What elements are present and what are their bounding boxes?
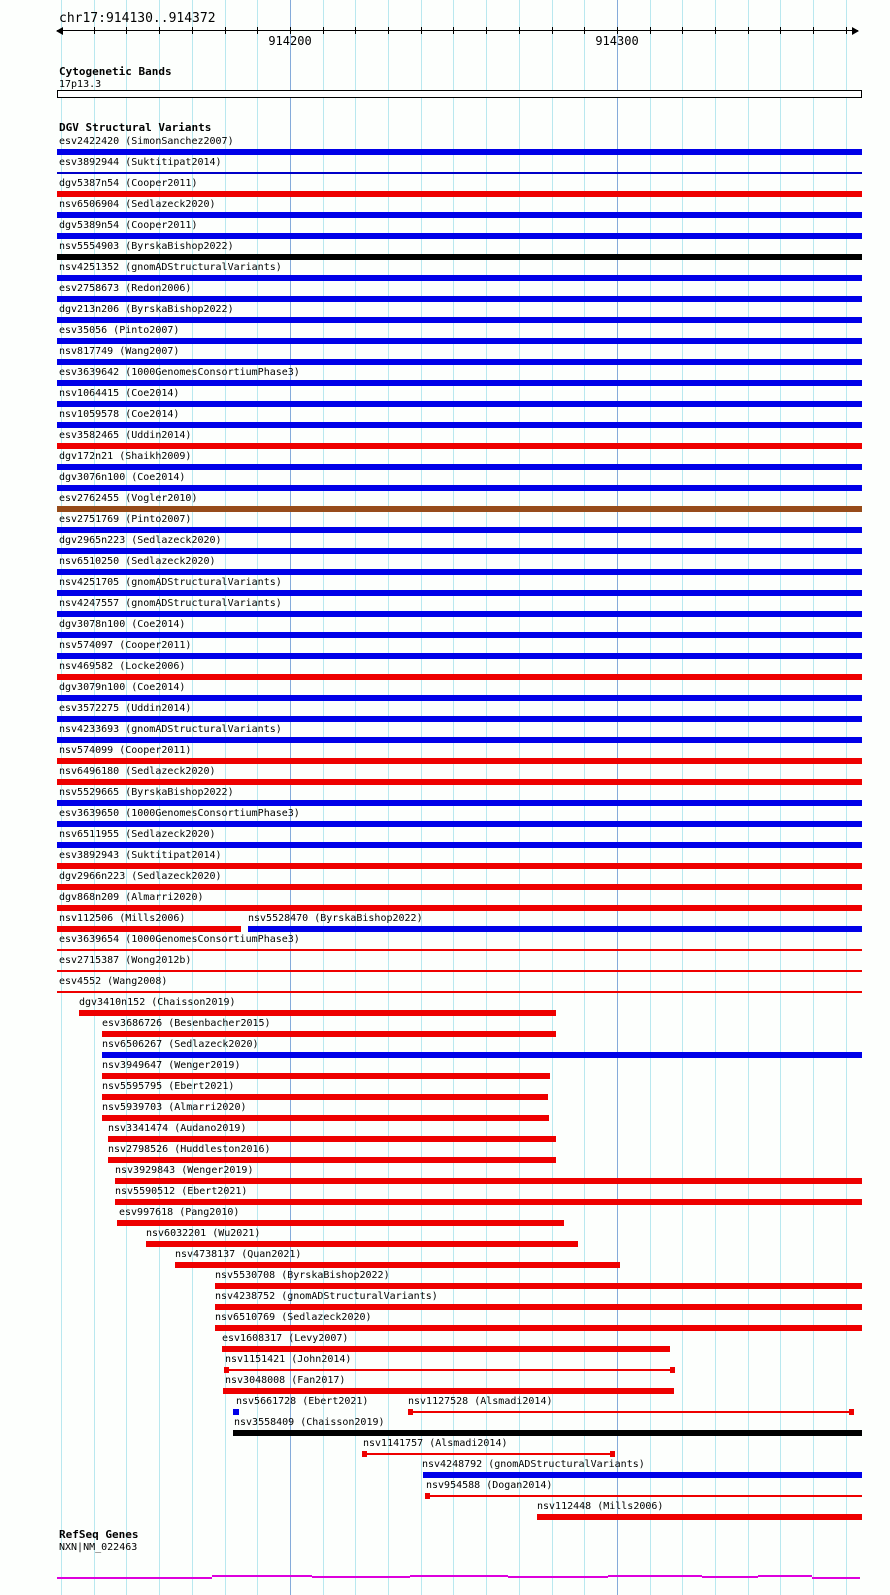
variant-label[interactable]: dgv3410n152 (Chaisson2019) <box>79 997 236 1008</box>
grid-line <box>682 0 683 1595</box>
variant-label[interactable]: esv3892943 (Suktitipat2014) <box>59 850 222 861</box>
variant-label[interactable]: nsv574097 (Cooper2011) <box>59 640 192 651</box>
variant-bar[interactable] <box>537 1514 862 1520</box>
variant-bar[interactable] <box>57 149 862 155</box>
variant-label[interactable]: nsv1151421 (John2014) <box>225 1354 352 1365</box>
variant-bar[interactable] <box>102 1094 548 1100</box>
variant-label[interactable]: nsv3558409 (Chaisson2019) <box>234 1417 385 1428</box>
variant-label[interactable]: nsv5530708 (ByrskaBishop2022) <box>215 1270 390 1281</box>
ruler-tick <box>486 27 487 34</box>
variant-bar[interactable] <box>57 905 862 911</box>
variant-bar[interactable] <box>215 1325 862 1331</box>
variant-bar[interactable] <box>223 1388 674 1394</box>
variant-label[interactable]: nsv6506267 (Sedlazeck2020) <box>102 1039 259 1050</box>
variant-bar[interactable] <box>57 254 862 260</box>
gene-line-segment <box>758 1575 812 1577</box>
cytoband-name-label: 17p13.3 <box>59 79 102 90</box>
variant-end-marker <box>425 1493 430 1499</box>
variant-bar[interactable] <box>57 926 241 932</box>
grid-line <box>715 0 716 1595</box>
gene-name-label: NXN|NM_022463 <box>59 1542 138 1553</box>
ruler-tick <box>388 27 389 34</box>
variant-label[interactable]: nsv4251705 (gnomADStructuralVariants) <box>59 577 282 588</box>
variant-label[interactable]: dgv2965n223 (Sedlazeck2020) <box>59 535 222 546</box>
gene-line-segment <box>212 1575 312 1577</box>
ruler-tick <box>290 27 291 34</box>
variant-bar[interactable] <box>117 1220 564 1226</box>
variant-line[interactable] <box>226 1369 673 1371</box>
ruler-tick <box>780 27 781 34</box>
variant-bar[interactable] <box>57 674 862 680</box>
variant-bar[interactable] <box>102 1073 550 1079</box>
ruler-tick <box>748 27 749 34</box>
variant-label[interactable]: esv35056 (Pinto2007) <box>59 325 180 336</box>
variant-line[interactable] <box>364 1453 613 1455</box>
grid-line <box>650 0 651 1595</box>
variant-bar[interactable] <box>175 1262 620 1268</box>
ruler-tick <box>355 27 356 34</box>
ruler-tick <box>682 27 683 34</box>
variant-label[interactable]: nsv1059578 (Coe2014) <box>59 409 180 420</box>
variant-label[interactable]: dgv213n206 (ByrskaBishop2022) <box>59 304 234 315</box>
variant-label[interactable]: nsv5939703 (Almarri2020) <box>102 1102 247 1113</box>
gene-line-segment <box>312 1576 410 1578</box>
variant-label[interactable]: nsv5590512 (Ebert2021) <box>115 1186 248 1197</box>
variant-end-marker <box>224 1367 229 1373</box>
ruler-tick <box>257 27 258 34</box>
variant-label[interactable]: nsv6496180 (Sedlazeck2020) <box>59 766 216 777</box>
variant-bar[interactable] <box>423 1472 862 1478</box>
variant-label[interactable]: nsv1127528 (Alsmadi2014) <box>408 1396 553 1407</box>
variant-bar[interactable] <box>57 695 862 701</box>
variant-label[interactable]: esv997618 (Pang2010) <box>119 1207 240 1218</box>
variant-label[interactable]: dgv868n209 (Almarri2020) <box>59 892 204 903</box>
ruler-tick <box>225 27 226 34</box>
variant-line[interactable] <box>57 172 862 174</box>
ruler-tick <box>650 27 651 34</box>
gene-line-segment <box>608 1575 702 1577</box>
variant-label[interactable]: nsv1064415 (Coe2014) <box>59 388 180 399</box>
variant-label[interactable]: dgv3079n100 (Coe2014) <box>59 682 186 693</box>
variant-label[interactable]: esv4552 (Wang2008) <box>59 976 168 987</box>
grid-line <box>486 0 487 1595</box>
ruler-tick-label: 914300 <box>595 34 639 48</box>
variant-bar[interactable] <box>248 926 862 932</box>
variant-label[interactable]: nsv1141757 (Alsmadi2014) <box>363 1438 508 1449</box>
grid-line <box>421 0 422 1595</box>
variant-line[interactable] <box>57 949 862 951</box>
variant-bar[interactable] <box>57 380 862 386</box>
variant-bar[interactable] <box>222 1346 670 1352</box>
variant-end-marker <box>670 1367 675 1373</box>
grid-line <box>584 0 585 1595</box>
variant-label[interactable]: nsv817749 (Wang2007) <box>59 346 180 357</box>
variant-bar[interactable] <box>79 1010 556 1016</box>
variant-bar[interactable] <box>57 338 862 344</box>
variant-label[interactable]: esv2758673 (Redon2006) <box>59 283 192 294</box>
variant-label[interactable]: esv2715387 (Wong2012b) <box>59 955 192 966</box>
variant-end-marker <box>362 1451 367 1457</box>
variant-bar[interactable] <box>108 1157 556 1163</box>
variant-bar[interactable] <box>57 821 862 827</box>
variant-bar[interactable] <box>115 1199 862 1205</box>
variant-bar[interactable] <box>57 527 862 533</box>
region-coordinates-label: chr17:914130..914372 <box>59 11 216 26</box>
variant-label[interactable]: dgv3076n100 (Coe2014) <box>59 472 186 483</box>
variant-label[interactable]: esv3582465 (Uddin2014) <box>59 430 192 441</box>
ruler-tick <box>159 27 160 34</box>
variant-label[interactable]: esv1608317 (Levy2007) <box>222 1333 349 1344</box>
variant-bar[interactable] <box>57 506 862 512</box>
ruler-tick <box>453 27 454 34</box>
ruler-tick <box>584 27 585 34</box>
variant-bar[interactable] <box>102 1115 549 1121</box>
variant-label[interactable]: dgv172n21 (Shaikh2009) <box>59 451 192 462</box>
ruler-tick <box>192 27 193 34</box>
variant-label[interactable]: nsv954588 (Dogan2014) <box>426 1480 553 1491</box>
variant-bar[interactable] <box>57 863 862 869</box>
variant-label[interactable]: nsv4738137 (Quan2021) <box>175 1249 302 1260</box>
variant-bar[interactable] <box>57 590 862 596</box>
variant-bar[interactable] <box>57 275 862 281</box>
variant-end-marker <box>610 1451 615 1457</box>
variant-bar[interactable] <box>57 317 862 323</box>
dgv-track-title: DGV Structural Variants <box>59 121 212 134</box>
variant-label[interactable]: nsv2798526 (Huddleston2016) <box>108 1144 271 1155</box>
variant-bar[interactable] <box>115 1178 862 1184</box>
ruler-tick <box>323 27 324 34</box>
variant-label[interactable]: nsv5661728 (Ebert2021) <box>236 1396 369 1407</box>
ruler-tick <box>94 27 95 34</box>
grid-line <box>813 0 814 1595</box>
gene-line-segment <box>57 1577 212 1579</box>
cytoband-rect[interactable] <box>57 90 862 98</box>
ruler-tick <box>715 27 716 34</box>
variant-bar[interactable] <box>57 464 862 470</box>
variant-label[interactable]: esv3686726 (Besenbacher2015) <box>102 1018 271 1029</box>
variant-label[interactable]: nsv4233693 (gnomADStructuralVariants) <box>59 724 282 735</box>
gene-line-segment <box>410 1575 508 1577</box>
ruler-tick <box>846 27 847 34</box>
variant-label[interactable]: nsv469582 (Locke2006) <box>59 661 186 672</box>
ruler-tick <box>519 27 520 34</box>
ruler-tick <box>617 27 618 34</box>
variant-label[interactable]: esv3892944 (Suktitipat2014) <box>59 157 222 168</box>
variant-bar[interactable] <box>215 1283 862 1289</box>
ruler-tick <box>126 27 127 34</box>
variant-label[interactable]: dgv3078n100 (Coe2014) <box>59 619 186 630</box>
variant-label[interactable]: nsv5528470 (ByrskaBishop2022) <box>248 913 423 924</box>
grid-line <box>617 0 618 1595</box>
variant-label[interactable]: nsv5529665 (ByrskaBishop2022) <box>59 787 234 798</box>
variant-bar[interactable] <box>57 569 862 575</box>
grid-line <box>748 0 749 1595</box>
variant-label[interactable]: esv3572275 (Uddin2014) <box>59 703 192 714</box>
variant-bar[interactable] <box>146 1241 578 1247</box>
gene-line-segment <box>702 1576 758 1578</box>
grid-line <box>519 0 520 1595</box>
variant-label[interactable]: nsv6032201 (Wu2021) <box>146 1228 261 1239</box>
variant-bar[interactable] <box>57 296 862 302</box>
variant-label[interactable]: nsv3341474 (Audano2019) <box>108 1123 247 1134</box>
variant-label[interactable]: nsv3048008 (Fan2017) <box>225 1375 346 1386</box>
variant-bar[interactable] <box>57 758 862 764</box>
grid-line <box>388 0 389 1595</box>
grid-line <box>355 0 356 1595</box>
cytogenetic-bands-track-title: Cytogenetic Bands <box>59 65 172 78</box>
grid-line <box>780 0 781 1595</box>
variant-end-marker <box>408 1409 413 1415</box>
variant-label[interactable]: nsv6510769 (Sedlazeck2020) <box>215 1312 372 1323</box>
grid-line <box>846 0 847 1595</box>
variant-label[interactable]: dgv5387n54 (Cooper2011) <box>59 178 198 189</box>
variant-label[interactable]: nsv5554903 (ByrskaBishop2022) <box>59 241 234 252</box>
gene-line-segment <box>812 1577 860 1579</box>
variant-bar[interactable] <box>57 191 862 197</box>
variant-bar[interactable] <box>57 632 862 638</box>
variant-bar[interactable] <box>57 422 862 428</box>
ruler-tick <box>552 27 553 34</box>
variant-bar[interactable] <box>57 737 862 743</box>
variant-bar[interactable] <box>57 359 862 365</box>
variant-bar[interactable] <box>102 1031 556 1037</box>
variant-end-marker <box>849 1409 854 1415</box>
variant-label[interactable]: esv2422420 (SimonSanchez2007) <box>59 136 234 147</box>
variant-label[interactable]: dgv2966n223 (Sedlazeck2020) <box>59 871 222 882</box>
variant-label[interactable]: nsv6511955 (Sedlazeck2020) <box>59 829 216 840</box>
variant-bar[interactable] <box>57 842 862 848</box>
variant-bar[interactable] <box>108 1136 556 1142</box>
variant-label[interactable]: nsv112506 (Mills2006) <box>59 913 186 924</box>
variant-label[interactable]: nsv4248792 (gnomADStructuralVariants) <box>422 1459 645 1470</box>
grid-line <box>453 0 454 1595</box>
variant-label[interactable]: nsv6506904 (Sedlazeck2020) <box>59 199 216 210</box>
variant-bar[interactable] <box>57 611 862 617</box>
variant-label[interactable]: nsv3949647 (Wenger2019) <box>102 1060 241 1071</box>
variant-point[interactable] <box>233 1409 239 1415</box>
variant-label[interactable]: nsv5595795 (Ebert2021) <box>102 1081 235 1092</box>
variant-label[interactable]: esv2762455 (Vogler2010) <box>59 493 198 504</box>
variant-label[interactable]: nsv4238752 (gnomADStructuralVariants) <box>215 1291 438 1302</box>
variant-label[interactable]: nsv6510250 (Sedlazeck2020) <box>59 556 216 567</box>
variant-bar[interactable] <box>215 1304 862 1310</box>
variant-bar[interactable] <box>57 716 862 722</box>
variant-bar[interactable] <box>102 1052 862 1058</box>
variant-line[interactable] <box>57 970 862 972</box>
grid-line <box>552 0 553 1595</box>
variant-bar[interactable] <box>57 212 862 218</box>
variant-bar[interactable] <box>57 884 862 890</box>
variant-line[interactable] <box>427 1495 862 1497</box>
variant-label[interactable]: esv3639642 (1000GenomesConsortiumPhase3) <box>59 367 300 378</box>
variant-label[interactable]: esv3639654 (1000GenomesConsortiumPhase3) <box>59 934 300 945</box>
pan-right-arrow-icon[interactable] <box>852 27 859 35</box>
variant-label[interactable]: esv2751769 (Pinto2007) <box>59 514 192 525</box>
variant-bar[interactable] <box>233 1430 862 1436</box>
variant-bar[interactable] <box>57 401 862 407</box>
variant-bar[interactable] <box>57 548 862 554</box>
variant-bar[interactable] <box>57 653 862 659</box>
ruler-tick <box>421 27 422 34</box>
ruler-tick-label: 914200 <box>268 34 312 48</box>
variant-line[interactable] <box>57 991 862 993</box>
variant-label[interactable]: nsv3929843 (Wenger2019) <box>115 1165 254 1176</box>
variant-label[interactable]: esv3639650 (1000GenomesConsortiumPhase3) <box>59 808 300 819</box>
variant-bar[interactable] <box>57 443 862 449</box>
variant-line[interactable] <box>410 1411 852 1413</box>
pan-left-arrow-icon[interactable] <box>56 27 63 35</box>
variant-label[interactable]: nsv4247557 (gnomADStructuralVariants) <box>59 598 282 609</box>
variant-bar[interactable] <box>57 800 862 806</box>
variant-bar[interactable] <box>57 485 862 491</box>
refseq-track-title: RefSeq Genes <box>59 1528 139 1541</box>
variant-label[interactable]: nsv4251352 (gnomADStructuralVariants) <box>59 262 282 273</box>
variant-label[interactable]: nsv574099 (Cooper2011) <box>59 745 192 756</box>
ruler-axis-line <box>57 30 858 31</box>
gene-line-segment <box>508 1576 608 1578</box>
variant-bar[interactable] <box>57 779 862 785</box>
variant-label[interactable]: nsv112448 (Mills2006) <box>537 1501 664 1512</box>
variant-label[interactable]: dgv5389n54 (Cooper2011) <box>59 220 198 231</box>
variant-bar[interactable] <box>57 233 862 239</box>
ruler-tick <box>813 27 814 34</box>
